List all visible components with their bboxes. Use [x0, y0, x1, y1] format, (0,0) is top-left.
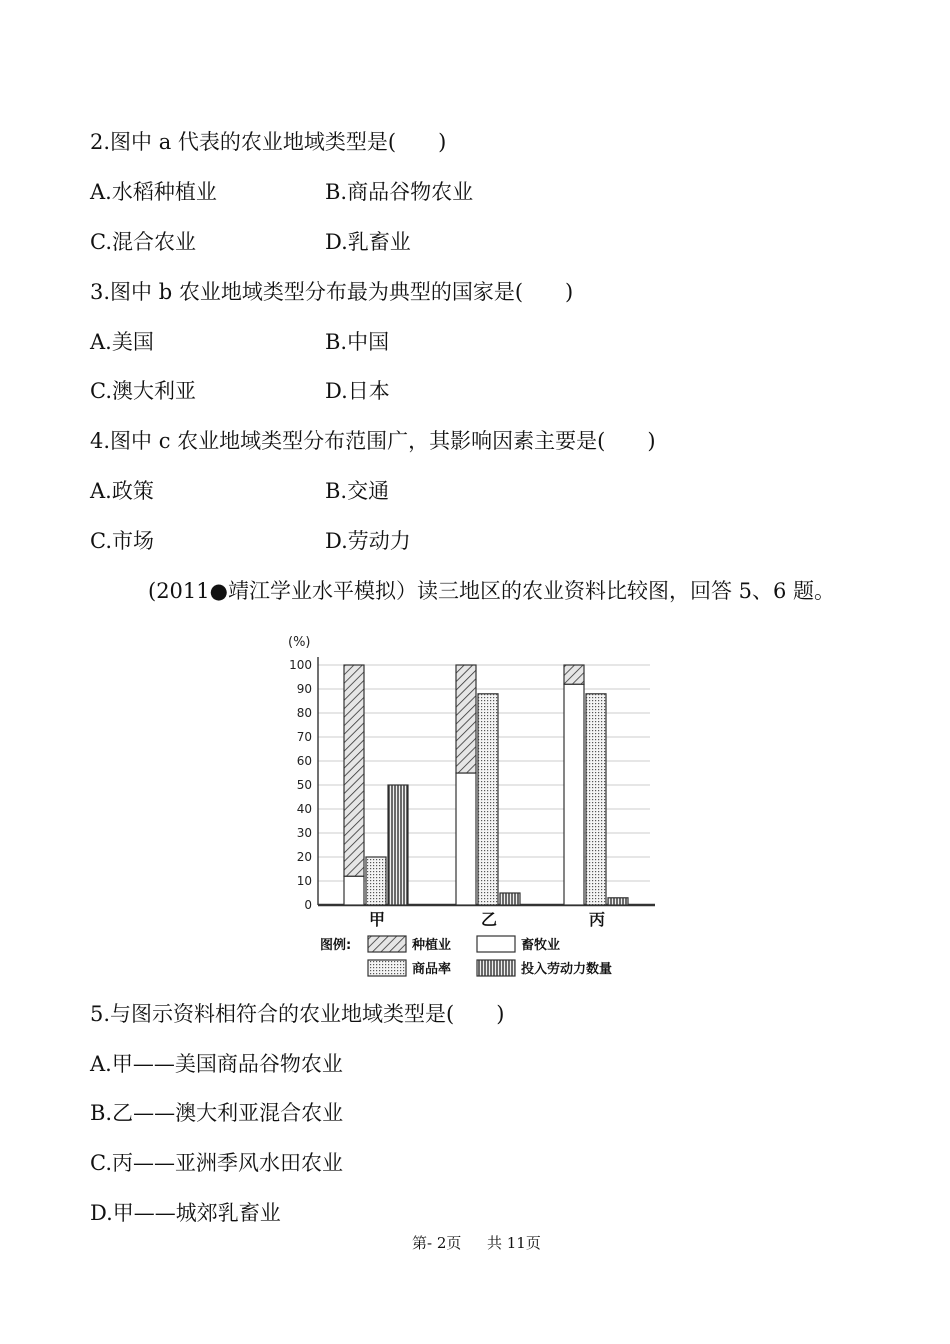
legend-label: 种植业: [412, 938, 452, 953]
bar-labor-input: [388, 785, 408, 905]
y-tick-label: 20: [296, 850, 312, 864]
y-tick-label: 70: [296, 730, 312, 744]
q4-option-d: D.劳动力: [325, 529, 411, 553]
bar-labor-input: [608, 898, 628, 905]
q4-option-b: B.交通: [325, 479, 390, 503]
q3-option-b: B.中国: [325, 330, 390, 354]
bar-livestock: [564, 684, 584, 905]
q3-option-a: A.美国: [90, 330, 154, 354]
y-tick-label: 100: [289, 658, 312, 672]
section-intro: (2011●靖江学业水平模拟）读三地区的农业资料比较图，回答 5、6 题。: [148, 579, 836, 603]
x-category-label: 丙: [588, 910, 606, 929]
bar-crop: [344, 665, 364, 876]
y-axis-label: (%): [288, 635, 311, 650]
q2-option-d: D.乳畜业: [325, 230, 411, 254]
q5-option-b: B.乙——澳大利亚混合农业: [90, 1101, 344, 1125]
legend-label: 畜牧业: [521, 938, 561, 953]
x-category-label: 甲: [368, 910, 386, 929]
y-tick-label: 40: [296, 802, 312, 816]
agriculture-comparison-chart: [280, 628, 660, 983]
q4-option-a: A.政策: [90, 479, 154, 503]
bar-livestock: [344, 876, 364, 905]
q2-option-a: A.水稻种植业: [90, 180, 217, 204]
tick-labels: [288, 635, 605, 929]
y-tick-label: 90: [296, 682, 312, 696]
q3-stem: 3.图中 b 农业地域类型分布最为典型的国家是( ): [90, 280, 574, 304]
y-tick-label: 60: [296, 754, 312, 768]
legend-label: 商品率: [412, 962, 452, 977]
q4-option-c: C.市场: [90, 529, 154, 553]
legend: [320, 936, 612, 977]
bar-commodity-rate: [586, 694, 606, 905]
y-tick-label: 30: [296, 826, 312, 840]
x-category-label: 乙: [480, 910, 498, 929]
legend-swatch: [368, 960, 406, 976]
legend-swatch: [477, 960, 515, 976]
bar-crop: [564, 665, 584, 684]
y-tick-label: 50: [296, 778, 312, 792]
bar-crop: [456, 665, 476, 773]
q3-option-c: C.澳大利亚: [90, 379, 196, 403]
q5-option-c: C.丙——亚洲季风水田农业: [90, 1151, 343, 1175]
legend-swatch: [368, 936, 406, 952]
legend-label: 投入劳动力数量: [521, 962, 613, 977]
legend-swatch: [477, 936, 515, 952]
q2-option-b: B.商品谷物农业: [325, 180, 474, 204]
bar-commodity-rate: [366, 857, 386, 905]
y-tick-label: 0: [304, 898, 312, 912]
legend-title: 图例:: [320, 938, 352, 953]
q5-stem: 5.与图示资料相符合的农业地域类型是( ): [90, 1002, 505, 1026]
page-number: 第- 2页: [412, 1234, 462, 1252]
y-tick-label: 80: [296, 706, 312, 720]
q4-stem: 4.图中 c 农业地域类型分布范围广，其影响因素主要是( ): [90, 429, 656, 453]
q5-option-a: A.甲——美国商品谷物农业: [90, 1052, 343, 1076]
y-tick-label: 10: [296, 874, 312, 888]
page-total: 共 11页: [487, 1234, 541, 1252]
bar-livestock: [456, 773, 476, 905]
bar-labor-input: [500, 893, 520, 905]
q5-option-d: D.甲——城郊乳畜业: [90, 1201, 281, 1225]
q2-option-c: C.混合农业: [90, 230, 196, 254]
bar-commodity-rate: [478, 694, 498, 905]
q3-option-d: D.日本: [325, 379, 390, 403]
q2-stem: 2.图中 a 代表的农业地域类型是( ): [90, 130, 447, 154]
